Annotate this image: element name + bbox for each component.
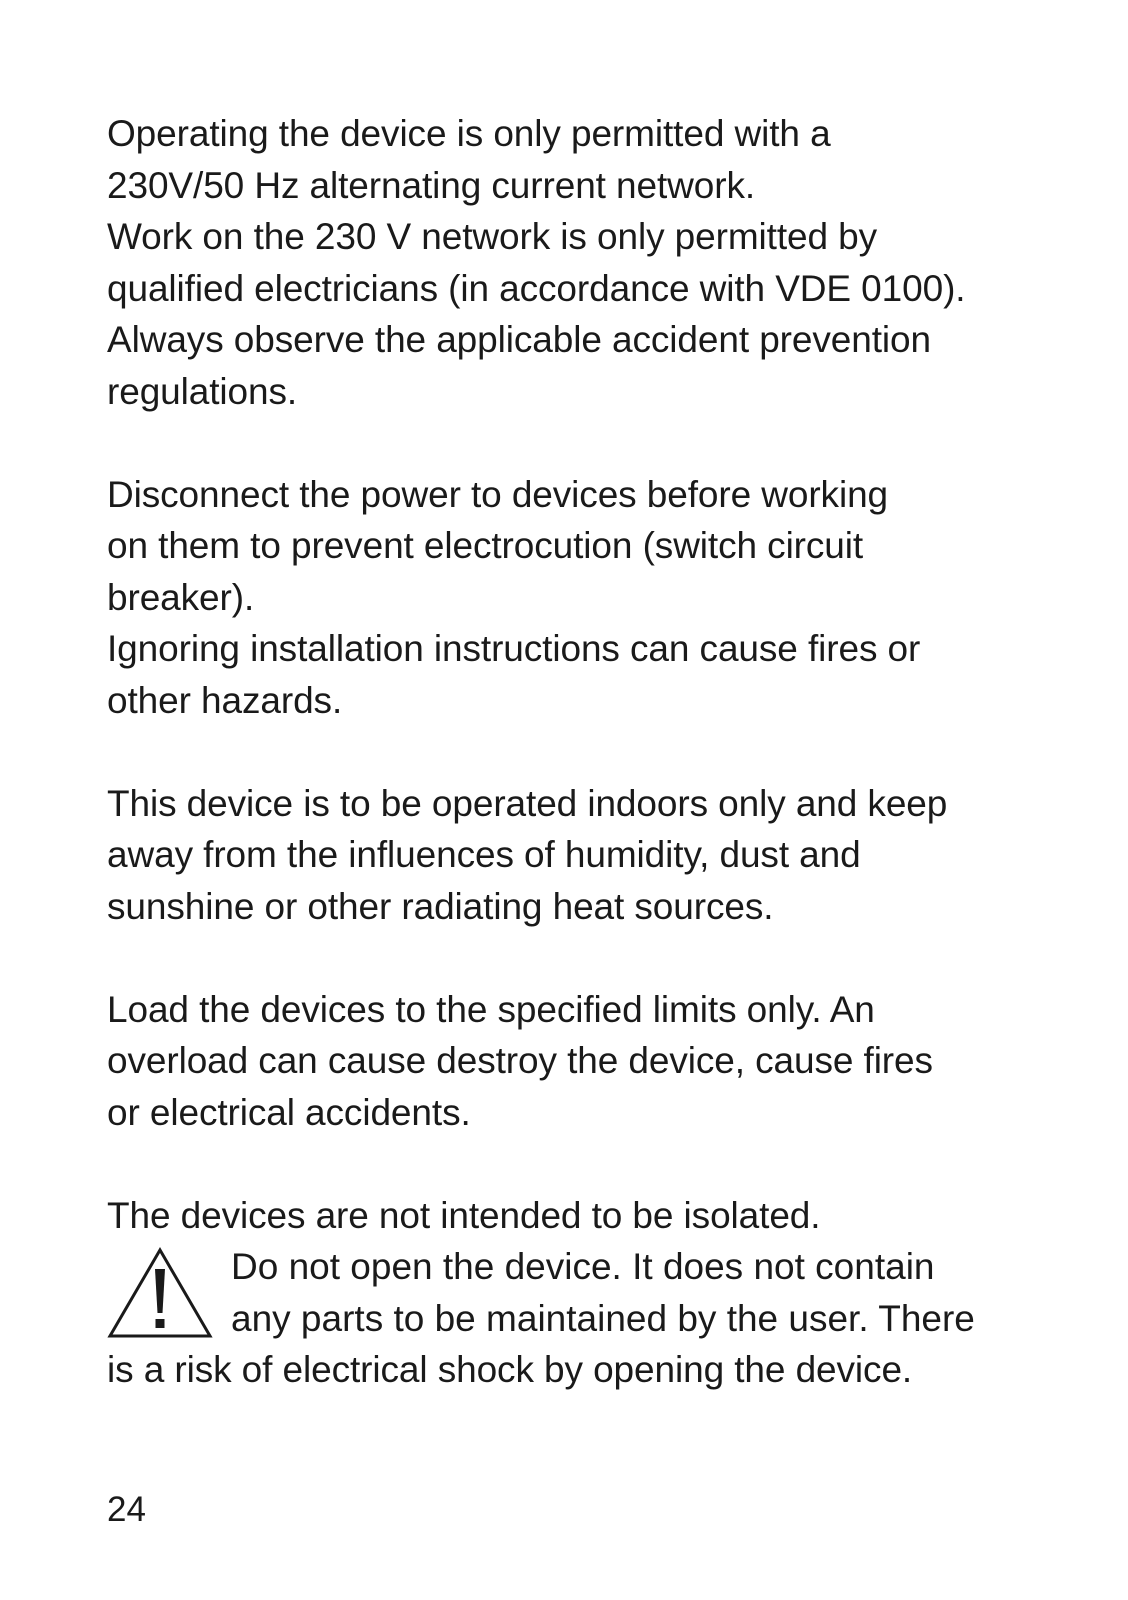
warning-continuation: is a risk of electrical shock by opening the device. (107, 1349, 913, 1390)
text-line: qualified electricians (in accordance with VDE 0100). (107, 267, 966, 309)
text-line: Operating the device is only permitted with a (107, 113, 831, 154)
warning-triangle-icon (107, 1247, 213, 1339)
text-line: breaker). (107, 576, 255, 618)
text-line: Work on the 230 V network is only permitted by (107, 216, 878, 257)
text-line: Always observe the applicable accident prevention (107, 319, 931, 360)
page-number: 24 (107, 1490, 146, 1529)
paragraph-disconnect-power (107, 469, 1022, 727)
text-line: overload can cause destroy the device, cause fires (107, 1040, 933, 1081)
text-line: regulations. (107, 370, 298, 412)
warning-block (107, 1241, 1022, 1344)
paragraph-spacer (107, 417, 1022, 469)
isolation-note: The devices are not intended to be isolated. (107, 1194, 821, 1236)
paragraph-load-limits (107, 984, 1022, 1139)
text-line: Ignoring installation instructions can cause fires or (107, 628, 921, 669)
document-body (107, 108, 1022, 1396)
text-line: other hazards. (107, 679, 343, 721)
paragraph-indoor-use (107, 778, 1022, 933)
text-line: sunshine or other radiating heat sources. (107, 885, 774, 927)
text-line: Load the devices to the specified limits only. An (107, 988, 875, 1030)
paragraph-spacer (107, 726, 1022, 778)
text-line: Disconnect the power to devices before working (107, 473, 889, 515)
text-line: away from the influences of humidity, dust and (107, 834, 861, 875)
text-line: or electrical accidents. (107, 1091, 471, 1133)
text-line: This device is to be operated indoors only and keep (107, 782, 948, 824)
paragraph-spacer (107, 1138, 1022, 1190)
text-line: on them to prevent electrocution (switch circuit (107, 525, 864, 566)
paragraph-warning (107, 1190, 1022, 1396)
warning-text-line: Do not open the device. It does not contain (231, 1246, 935, 1287)
paragraph-power-requirements (107, 108, 1022, 417)
paragraph-spacer (107, 932, 1022, 984)
warning-text-line: any parts to be maintained by the user. There (231, 1297, 975, 1339)
text-line: 230V/50 Hz alternating current network. (107, 164, 756, 206)
